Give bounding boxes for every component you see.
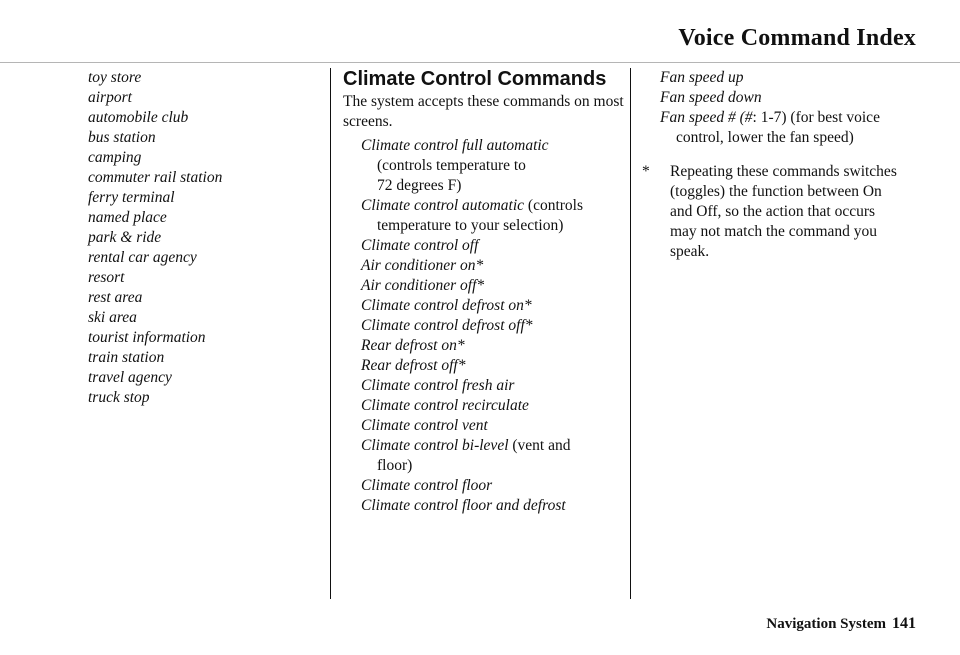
command-text: Air conditioner on* <box>361 257 484 274</box>
list-item: rest area <box>88 289 143 306</box>
command-item <box>343 396 625 416</box>
command-text: Climate control defrost on* <box>361 297 532 314</box>
title-divider <box>0 62 960 63</box>
command-text: Fan speed # (# <box>660 109 753 126</box>
command-text: Climate control recirculate <box>361 397 529 414</box>
page-number: 141 <box>892 615 916 632</box>
footnote-text: Repeating these commands switches <box>670 163 897 180</box>
fan-speed-section <box>642 68 932 262</box>
list-item: resort <box>88 269 125 286</box>
command-item <box>343 356 625 376</box>
command-item <box>343 196 625 236</box>
command-description: control, lower the fan speed) <box>676 129 854 146</box>
command-item <box>343 296 625 316</box>
list-item: tourist information <box>88 329 206 346</box>
command-item <box>343 476 625 496</box>
command-item <box>343 376 625 396</box>
section-intro: The system accepts these commands on most screens. <box>343 93 624 130</box>
footnote <box>642 162 932 262</box>
command-description: (controls temperature to <box>377 157 526 174</box>
place-category-list <box>88 68 316 408</box>
command-text: Rear defrost off* <box>361 357 466 374</box>
list-item: camping <box>88 149 142 166</box>
list-item: bus station <box>88 129 156 146</box>
command-item <box>343 136 625 196</box>
command-item <box>343 276 625 296</box>
footer-system-name: Navigation System <box>766 616 886 632</box>
footnote-text: speak. <box>670 243 710 260</box>
column-divider <box>630 68 631 599</box>
command-item <box>642 108 932 148</box>
list-item: ferry terminal <box>88 189 175 206</box>
command-text: Climate control off <box>361 237 479 254</box>
list-item: ski area <box>88 309 137 326</box>
command-text: Fan speed up <box>660 69 744 86</box>
command-text: Climate control bi-level <box>361 437 509 454</box>
footnote-text: (toggles) the function between On <box>670 183 882 200</box>
climate-control-section <box>343 68 625 516</box>
command-text: Climate control vent <box>361 417 488 434</box>
command-item <box>343 256 625 276</box>
command-description: : 1-7) (for best voice <box>752 109 880 126</box>
footnote-text: and Off, so the action that occurs <box>670 203 876 220</box>
footnote-marker: * <box>642 163 650 180</box>
command-item <box>642 68 932 88</box>
list-item: commuter rail station <box>88 169 223 186</box>
command-text: Climate control defrost off* <box>361 317 533 334</box>
command-description: (controls <box>524 197 584 214</box>
column-divider <box>330 68 331 599</box>
list-item: train station <box>88 349 165 366</box>
command-description: 72 degrees F) <box>377 177 462 194</box>
list-item: automobile club <box>88 109 189 126</box>
command-item <box>343 496 625 516</box>
list-item: named place <box>88 209 167 226</box>
command-item <box>343 336 625 356</box>
list-item: travel agency <box>88 369 172 386</box>
command-item <box>642 88 932 108</box>
command-description: temperature to your selection) <box>377 217 564 234</box>
list-item: park & ride <box>88 229 162 246</box>
command-item <box>343 436 625 476</box>
page-title: Voice Command Index <box>678 25 916 51</box>
command-text: Climate control full automatic <box>361 137 549 154</box>
command-text: Climate control floor and defrost <box>361 497 566 514</box>
command-text: Climate control floor <box>361 477 493 494</box>
list-item: rental car agency <box>88 249 197 266</box>
list-item: airport <box>88 89 132 106</box>
command-text: Rear defrost on* <box>361 337 465 354</box>
command-text: Climate control fresh air <box>361 377 515 394</box>
command-text: Climate control automatic <box>361 197 525 214</box>
command-item <box>343 236 625 256</box>
command-description: floor) <box>377 457 413 474</box>
command-text: Fan speed down <box>660 89 762 106</box>
list-item: toy store <box>88 69 142 86</box>
command-item <box>343 316 625 336</box>
command-text: Air conditioner off* <box>361 277 485 294</box>
command-description: (vent and <box>508 437 571 454</box>
page-footer <box>766 615 916 633</box>
list-item: truck stop <box>88 389 150 406</box>
command-item <box>343 416 625 436</box>
section-heading: Climate Control Commands <box>343 68 607 90</box>
footnote-text: may not match the command you <box>670 223 878 240</box>
